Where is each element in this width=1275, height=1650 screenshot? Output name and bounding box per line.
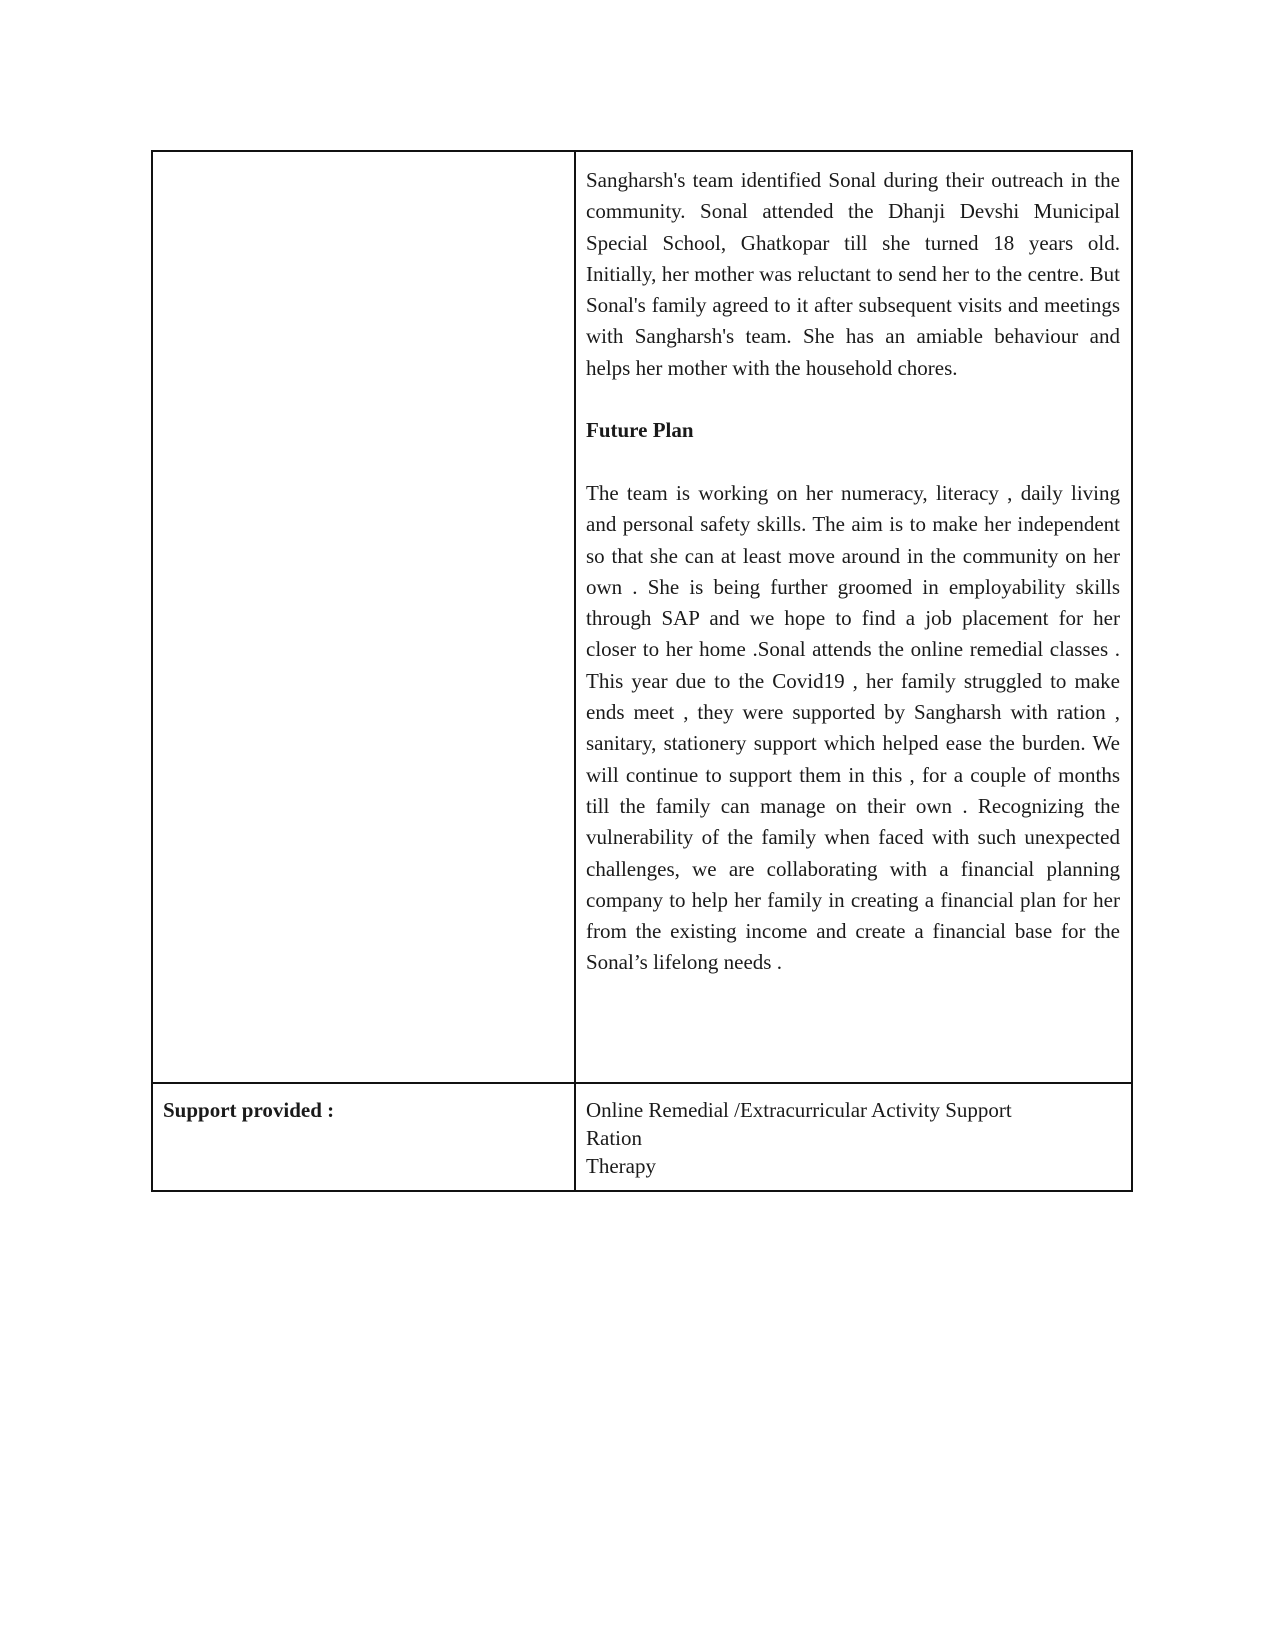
paragraph-spacer — [586, 384, 1120, 415]
profile-table — [151, 150, 1133, 1192]
support-item: Therapy — [586, 1154, 656, 1178]
paragraph-spacer — [586, 447, 1120, 478]
table-row-support — [152, 1083, 1132, 1191]
empty-label-cell — [152, 151, 575, 1083]
details-cell — [575, 151, 1132, 1083]
support-item: Online Remedial /Extracurricular Activity Support — [586, 1098, 1012, 1122]
future-plan-paragraph: The team is working on her numeracy, literacy , daily living and personal safety skills. The aim is to make her independent so that she can at least move around in the community on her own . She is being further groomed in employability skills through SAP and we hope to find a job placement for her closer to her home .Sonal attends the online remedial classes . This year due to the Covid19 , her family struggled to make ends meet , they were supported by Sangharsh with ration , sanitary, stationery support which helped ease the burden. We will continue to support them in this , for a couple of months till the family can manage on their own . Recognizing the vulnerability of the family when faced with such unexpected challenges, we are collaborating with a financial planning company to help her family in creating a financial plan for her from the existing income and create a financial base for the Sonal’s lifelong needs . — [586, 480, 1120, 975]
future-plan-heading: Future Plan — [586, 418, 694, 443]
support-list — [576, 1084, 1131, 1180]
intro-paragraph: Sangharsh's team identified Sonal during their outreach in the community. Sonal attended the Dhanji Devshi Municipal Special School, Ghatkopar till she turned 18 years old. Initially, her mother was reluctant to send her to the centre. But Sonal's family agreed to it after subsequent visits and meetings with Sangharsh's team. She has an amiable behaviour and helps her mother with the household chores. — [586, 168, 1120, 380]
support-items-cell — [575, 1083, 1132, 1191]
support-label-cell — [152, 1083, 575, 1191]
table-row-details — [152, 151, 1132, 1083]
support-item: Ration — [586, 1126, 642, 1150]
details-content — [576, 152, 1131, 979]
support-provided-label: Support provided : — [163, 1098, 335, 1122]
